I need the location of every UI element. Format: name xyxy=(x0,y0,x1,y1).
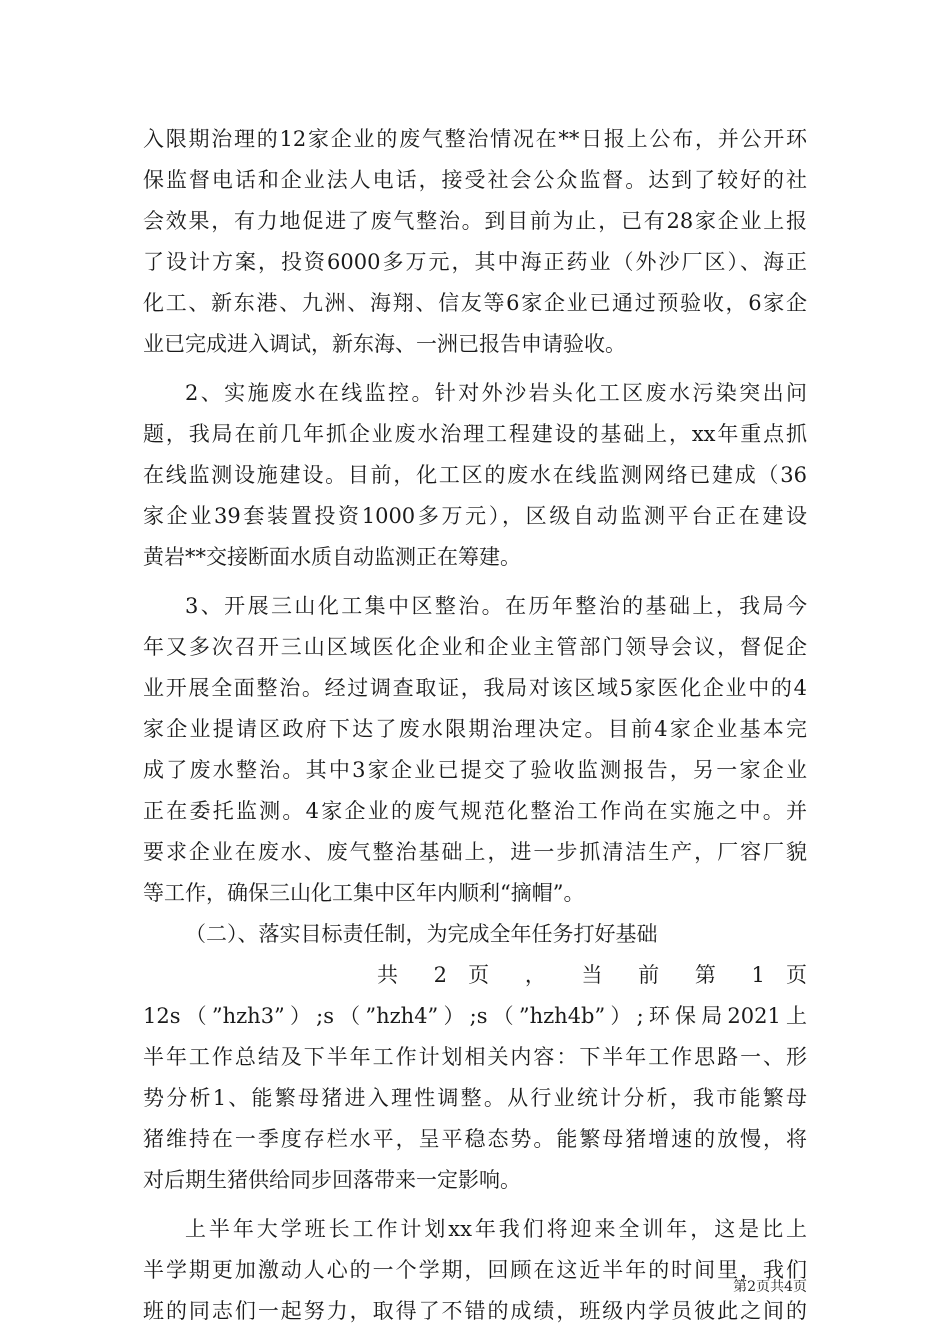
text-line: 入限期治理的12家企业的废气整治情况在**日报上公布，并公开环 xyxy=(143,127,807,151)
text-line: 业开展全面整治。经过调查取证，我局对该区域5家医化企业中的4 xyxy=(143,676,807,700)
text-line: 家企业39套装置投资1000多万元），区级自动监测平台正在建设 xyxy=(143,504,807,528)
page-number-footer: 第2页共4页 xyxy=(733,1279,807,1295)
text-line: 3、开展三山化工集中区整治。在历年整治的基础上，我局今 xyxy=(185,594,807,618)
text-line: 上半年大学班长工作计划xx年我们将迎来全训年，这是比上 xyxy=(185,1217,807,1241)
text-line: 会效果，有力地促进了废气整治。到目前为止，已有28家企业上报 xyxy=(143,209,807,233)
paragraph-gap xyxy=(143,1201,807,1209)
text-line: 正在委托监测。4家企业的废气规范化整治工作尚在实施之中。并 xyxy=(143,799,807,823)
text-line: 要求企业在废水、废气整治基础上，进一步抓清洁生产，厂容厂貌 xyxy=(143,840,807,864)
document-body xyxy=(143,119,807,1332)
text-line: 题，我局在前几年抓企业废水治理工程建设的基础上，xx年重点抓 xyxy=(143,422,807,446)
text-line: 化工、新东港、九洲、海翔、信友等6家企业已通过预验收，6家企 xyxy=(143,291,807,315)
text-line: 半学期更加激动人心的一个学期，回顾在这近半年的时间里，我们 xyxy=(143,1258,807,1282)
text-line: 保监督电话和企业法人电话，接受社会公众监督。达到了较好的社 xyxy=(143,168,807,192)
text-line: 业已完成进入调试，新东海、一洲已报告申请验收。 xyxy=(143,332,626,356)
text-line: 班的同志们一起努力，取得了不错的成绩，班级内学员彼此之间的 xyxy=(143,1299,807,1323)
paragraph-gap xyxy=(143,578,807,586)
section-heading: （二）、落实目标责任制，为完成全年任务打好基础 xyxy=(185,922,658,946)
text-line: 2、实施废水在线监控。针对外沙岩头化工区废水污染突出问 xyxy=(185,381,807,405)
text-line: 了设计方案，投资6000多万元，其中海正药业（外沙厂区）、海正 xyxy=(143,250,807,274)
text-line: 12s（”hzh3”）;s（”hzh4”）;s（”hzh4b”）;环保局2021上 xyxy=(143,1004,807,1028)
text-line: 对后期生猪供给同步回落带来一定影响。 xyxy=(143,1168,521,1192)
text-line: 势分析1、能繁母猪进入理性调整。从行业统计分析，我市能繁母 xyxy=(143,1086,807,1110)
text-line: 在线监测设施建设。目前，化工区的废水在线监测网络已建成（36 xyxy=(143,463,807,487)
text-line: 黄岩**交接断面水质自动监测正在筹建。 xyxy=(143,545,521,569)
text-line: 半年工作总结及下半年工作计划相关内容：下半年工作思路一、形 xyxy=(143,1045,807,1069)
text-line: 年又多次召开三山区域医化企业和企业主管部门领导会议，督促企 xyxy=(143,635,807,659)
text-line: 等工作，确保三山化工集中区年内顺利“摘帽”。 xyxy=(143,881,585,905)
text-line: 成了废水整治。其中3家企业已提交了验收监测报告，另一家企业 xyxy=(143,758,807,782)
text-line: 猪维持在一季度存栏水平，呈平稳态势。能繁母猪增速的放慢，将 xyxy=(143,1127,807,1151)
text-line: 家企业提请区政府下达了废水限期治理决定。目前4家企业基本完 xyxy=(143,717,807,741)
page-counter-line: 共 2 页 ， 当 前 第 1 页 xyxy=(377,963,807,987)
paragraph-gap xyxy=(143,365,807,373)
